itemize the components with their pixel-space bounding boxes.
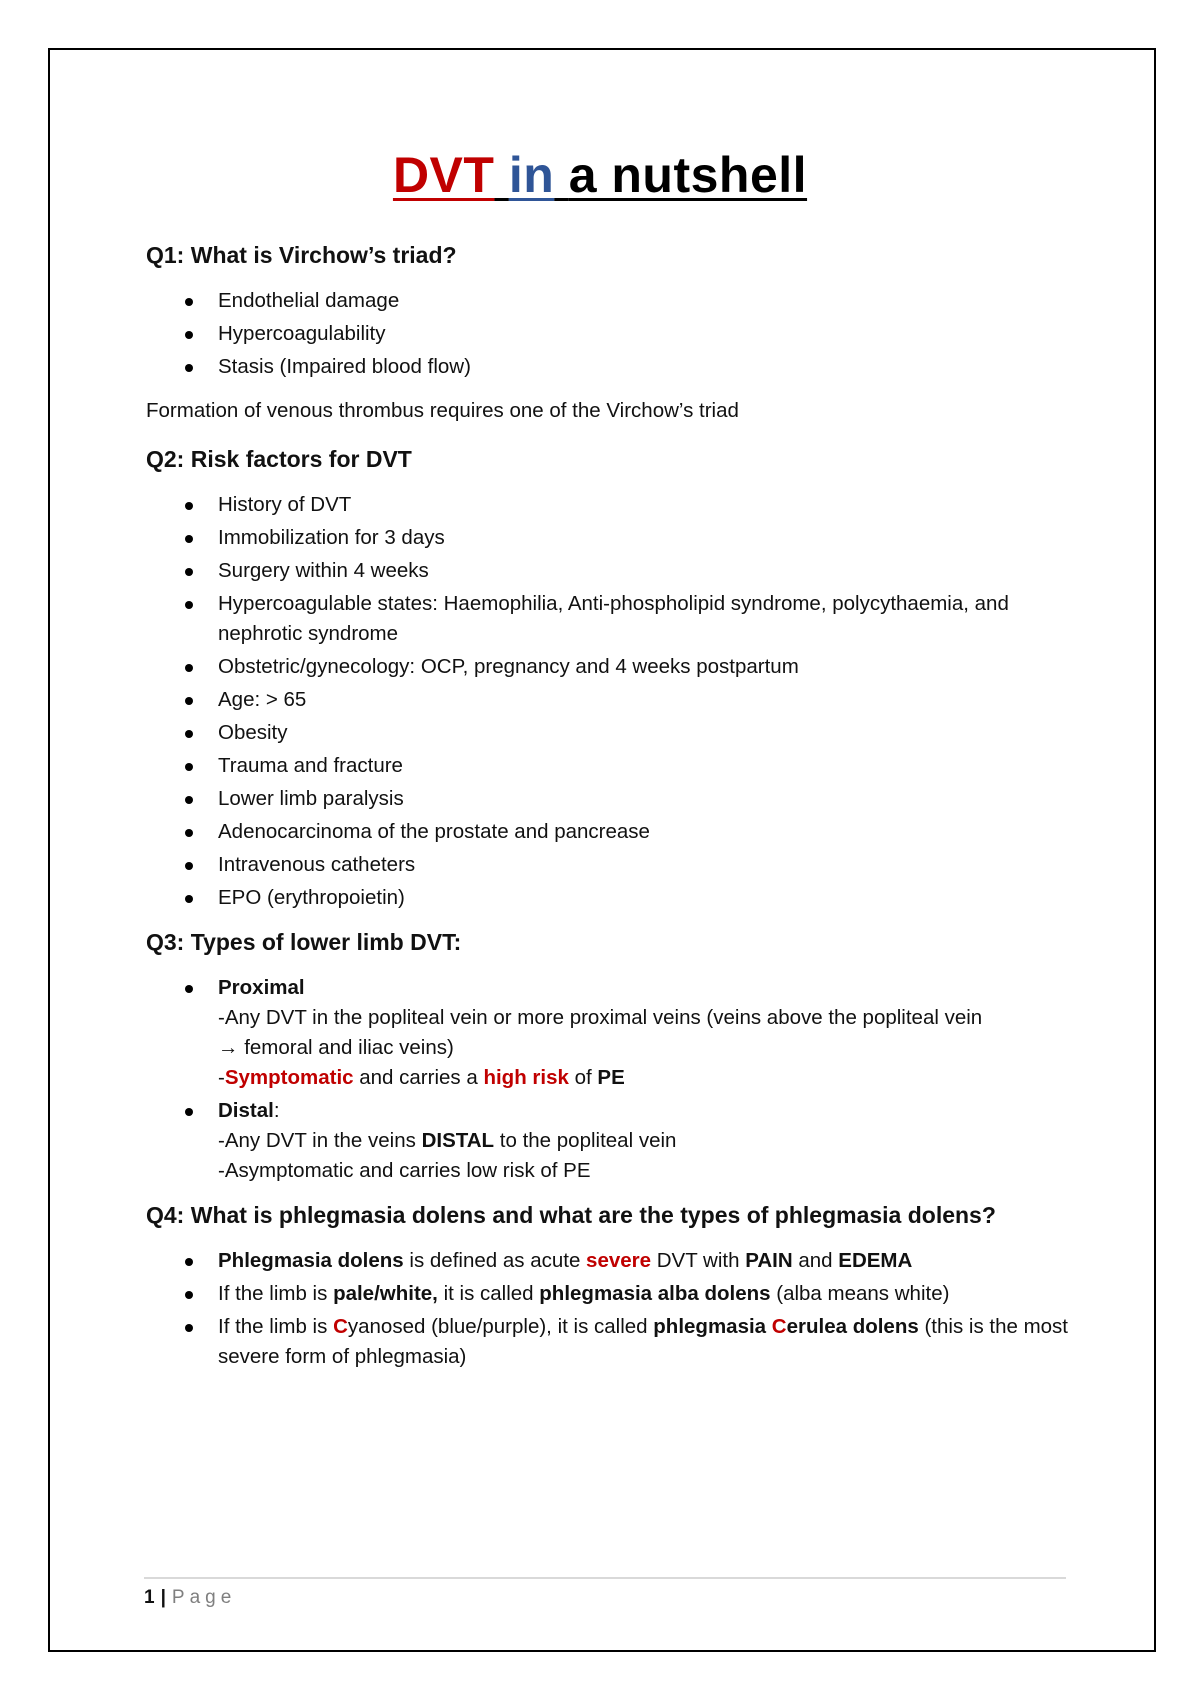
title-nutshell: a nutshell [568, 147, 808, 203]
list-item: Lower limb paralysis [218, 784, 1076, 814]
list-item: Age: > 65 [218, 685, 1076, 715]
q1-note: Formation of venous thrombus requires one of the Virchow’s triad [146, 399, 739, 422]
symptomatic-text: Symptomatic [224, 1066, 354, 1089]
proximal-line-1: -Any DVT in the popliteal vein or more proximal veins (veins above the popliteal vein [218, 1006, 983, 1029]
distal-label: Distal [218, 1099, 274, 1122]
footer-separator: | [160, 1587, 166, 1608]
list-item: Phlegmasia dolens is defined as acute severe DVT with PAIN and EDEMA [218, 1246, 1076, 1276]
list-item: If the limb is pale/white, it is called phlegmasia alba dolens (alba means white) [218, 1279, 1076, 1309]
distal-line-1: -Any DVT in the veins DISTAL to the popliteal vein [218, 1129, 677, 1152]
page-number: 1 [144, 1587, 155, 1608]
document-body [146, 240, 1076, 1386]
list-item: Endothelial damage [218, 286, 1076, 316]
list-item-proximal [218, 973, 1076, 1093]
distal-emphasis: DISTAL [421, 1129, 495, 1152]
page-footer [144, 1586, 236, 1610]
list-item: Surgery within 4 weeks [218, 556, 1076, 586]
pe-text: PE [597, 1066, 625, 1089]
title-dvt: DVT [392, 147, 495, 203]
list-item: Hypercoagulable states: Haemophilia, Anti-phospholipid syndrome, polycythaemia, and nephrotic syndrome [218, 589, 1076, 649]
list-item: Hypercoagulability [218, 319, 1076, 349]
list-item: Stasis (Impaired blood flow) [218, 352, 1076, 382]
q1-list [146, 286, 1076, 382]
page-title [0, 147, 1200, 203]
footer-divider [144, 1577, 1066, 1579]
q3-heading: Q3: Types of lower limb DVT: [146, 929, 462, 955]
q4-list [146, 1246, 1076, 1372]
title-in: in [508, 147, 555, 203]
distal-label-row: Distal: [218, 1099, 280, 1122]
high-risk-text: high risk [483, 1066, 569, 1089]
q3-list [146, 973, 1076, 1186]
page-label: Page [171, 1587, 237, 1608]
proximal-label: Proximal [218, 976, 305, 999]
list-item: Trauma and fracture [218, 751, 1076, 781]
list-item: Intravenous catheters [218, 850, 1076, 880]
list-item: Immobilization for 3 days [218, 523, 1076, 553]
list-item: History of DVT [218, 490, 1076, 520]
q2-heading: Q2: Risk factors for DVT [146, 446, 412, 472]
list-item: If the limb is Cyanosed (blue/purple), it is called phlegmasia Cerulea dolens (this is the most severe form of phlegmasia) [218, 1312, 1076, 1372]
q4-heading: Q4: What is phlegmasia dolens and what are the types of phlegmasia dolens? [146, 1202, 996, 1228]
list-item: Adenocarcinoma of the prostate and pancrease [218, 817, 1076, 847]
list-item: Obesity [218, 718, 1076, 748]
q2-list [146, 490, 1076, 913]
distal-line-2: -Asymptomatic and carries low risk of PE [218, 1159, 591, 1182]
proximal-line-2: → femoral and iliac veins) [218, 1036, 454, 1059]
list-item-distal [218, 1096, 1076, 1186]
proximal-line-3: -Symptomatic and carries a high risk of PE [218, 1066, 625, 1089]
q1-heading: Q1: What is Virchow’s triad? [146, 242, 457, 268]
list-item: EPO (erythropoietin) [218, 883, 1076, 913]
list-item: Obstetric/gynecology: OCP, pregnancy and 4 weeks postpartum [218, 652, 1076, 682]
